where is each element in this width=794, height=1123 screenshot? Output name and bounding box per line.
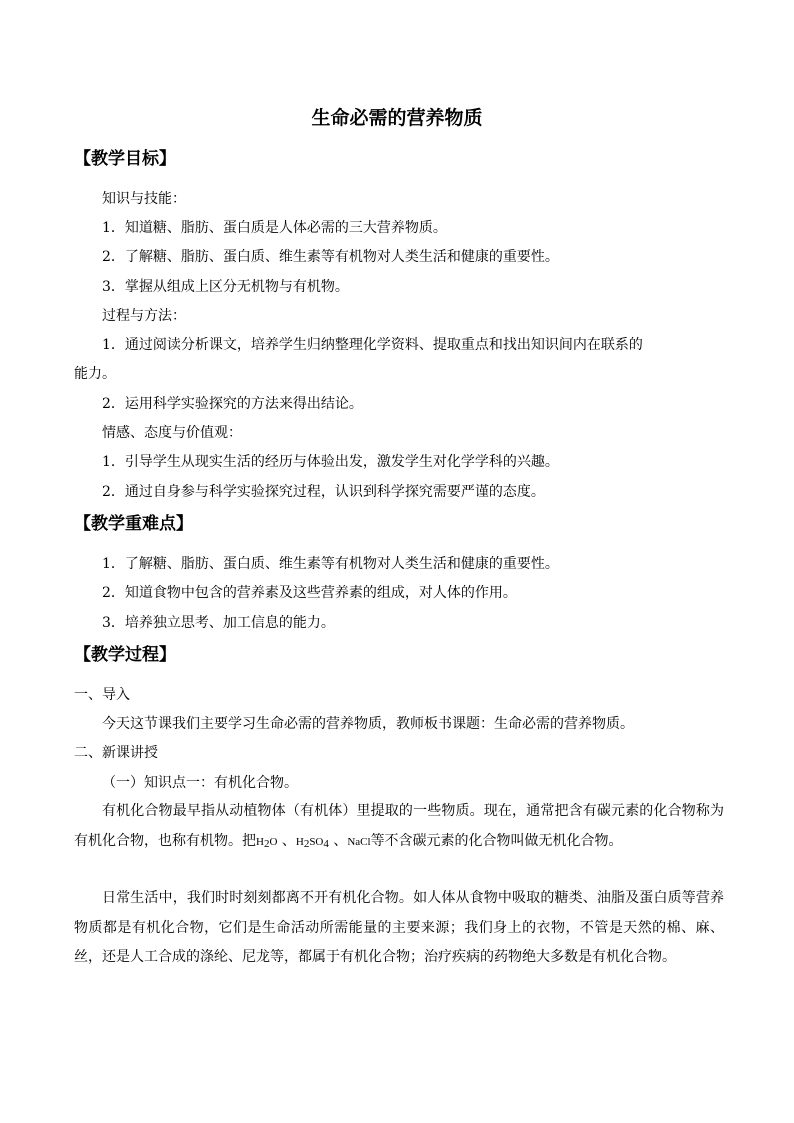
subheading-emotion-values: 情感、态度与价值观： xyxy=(102,425,242,441)
objective-item: 1．引导学生从现实生活的经历与体验出发，激发学生对化学学科的兴趣。 xyxy=(102,454,559,470)
page-title: 生命必需的营养物质 xyxy=(311,107,483,129)
part-title-intro: 一、导入 xyxy=(74,687,130,703)
section-heading-objectives: 【教学目标】 xyxy=(74,149,176,169)
knowledge-point-title: （一）知识点一：有机化合物。 xyxy=(102,775,298,791)
objective-item: 1．知道糖、脂肪、蛋白质是人体必需的三大营养物质。 xyxy=(102,220,447,236)
paragraph-daily-life: 日常生活中，我们时时刻刻都离不开有机化合物。如人体从食物中吸取的糖类、油脂及蛋白质等营养物质都是有机化合物，它们是生命活动所需能量的主要来源；我们身上的衣物，不管是天然的棉、麻、丝，还是人工合成的涤纶、尼龙等，都属于有机化合物；治疗疾病的药物绝大多数是有机化合物。 xyxy=(74,890,724,965)
key-point-item: 2．知道食物中包含的营养素及这些营养素的组成，对人体的作用。 xyxy=(102,585,517,601)
objective-item-continuation: 能力。 xyxy=(74,366,116,382)
objective-item: 2．了解糖、脂肪、蛋白质、维生素等有机物对人类生活和健康的重要性。 xyxy=(102,249,559,265)
section-heading-process: 【教学过程】 xyxy=(74,645,176,665)
key-point-item: 1．了解糖、脂肪、蛋白质、维生素等有机物对人类生活和健康的重要性。 xyxy=(102,556,559,572)
paragraph-organic-compounds: 有机化合物最早指从动植物体（有机体）里提取的一些物质。现在，通常把含有碳元素的化合物称为有机化合物，也称有机物。把$H_2O$ 、$H_2SO_4$ 、NaCl等不含碳元素的化合物叫做无机化合物。 xyxy=(74,803,724,850)
key-point-item: 3．培养独立思考、加工信息的能力。 xyxy=(102,615,335,631)
objective-item: 3．掌握从组成上区分无机物与有机物。 xyxy=(102,279,349,295)
section-heading-key-points: 【教学重难点】 xyxy=(74,514,193,534)
intro-text: 今天这节课我们主要学习生命必需的营养物质，教师板书课题：生命必需的营养物质。 xyxy=(102,716,634,732)
subheading-knowledge-skills: 知识与技能： xyxy=(102,191,186,207)
objective-item: 1．通过阅读分析课文，培养学生归纳整理化学资料、提取重点和找出知识间内在联系的 xyxy=(102,337,643,353)
part-title-new-lesson: 二、新课讲授 xyxy=(74,745,158,761)
objective-item: 2．通过自身参与科学实验探究过程，认识到科学探究需要严谨的态度。 xyxy=(102,484,545,500)
subheading-process-methods: 过程与方法： xyxy=(102,308,186,324)
objective-item: 2．运用科学实验探究的方法来得出结论。 xyxy=(102,396,363,412)
